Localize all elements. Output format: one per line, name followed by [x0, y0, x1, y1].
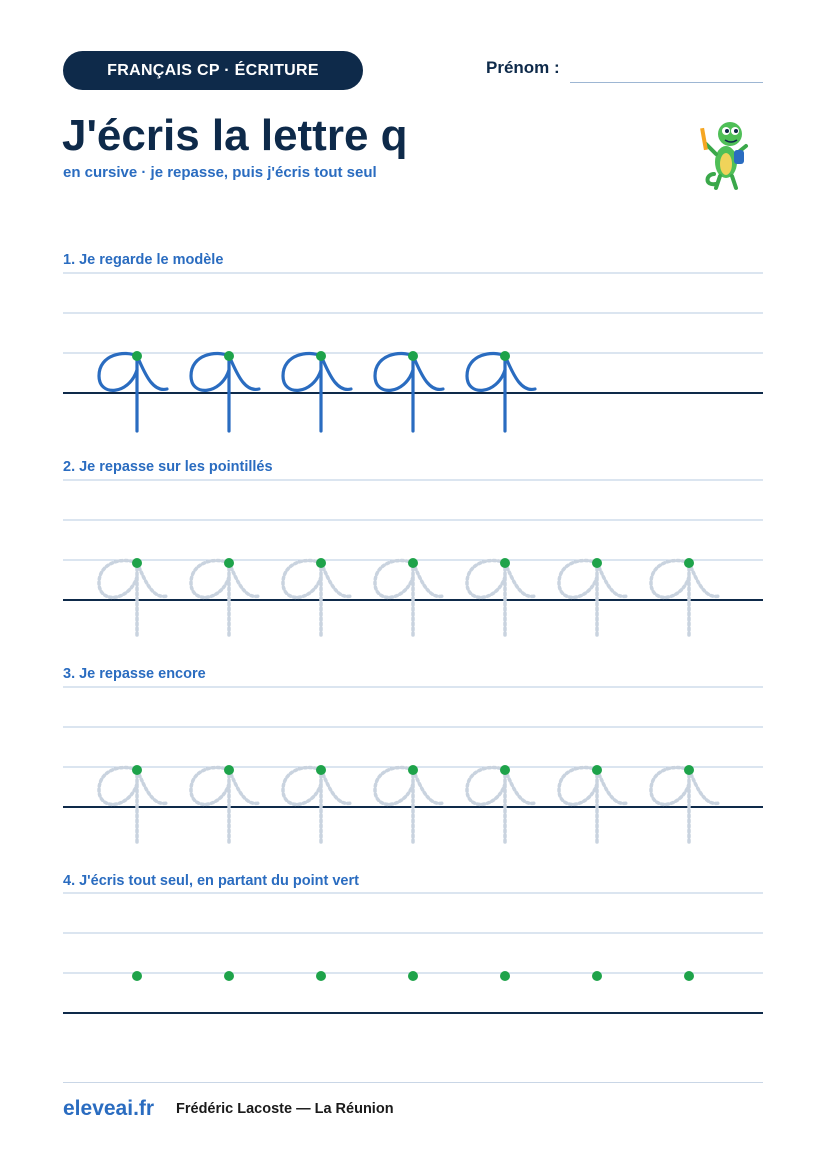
start-dot	[408, 558, 418, 568]
start-dot	[500, 558, 510, 568]
page-title: J'écris la lettre q	[62, 111, 408, 160]
start-dot	[684, 971, 694, 981]
start-dot	[224, 558, 234, 568]
section-2-title: 2. Je repasse sur les pointillés	[63, 459, 273, 475]
start-dot	[224, 765, 234, 775]
footer-site: eleveai.fr	[63, 1097, 155, 1120]
start-dot	[408, 765, 418, 775]
subject-badge: FRANÇAIS CP · ÉCRITURE	[63, 51, 363, 90]
start-dot	[132, 971, 142, 981]
start-dot	[224, 971, 234, 981]
start-dot	[132, 558, 142, 568]
start-dot	[500, 765, 510, 775]
footer-divider	[63, 1082, 763, 1083]
start-dot	[592, 765, 602, 775]
page-subtitle: en cursive · je repasse, puis j'écris tout seul	[63, 164, 377, 181]
start-dot	[316, 765, 326, 775]
start-dot	[316, 558, 326, 568]
start-dot	[132, 765, 142, 775]
start-dot	[592, 558, 602, 568]
start-dot	[592, 971, 602, 981]
section-1-title: 1. Je regarde le modèle	[63, 252, 224, 268]
start-dot	[500, 971, 510, 981]
start-dot	[408, 971, 418, 981]
start-dot	[408, 351, 418, 361]
start-dot	[132, 351, 142, 361]
start-dot	[316, 351, 326, 361]
start-dot	[684, 765, 694, 775]
start-dot	[224, 351, 234, 361]
prenom-label: Prénom :	[486, 58, 560, 77]
start-dot	[316, 971, 326, 981]
footer-author: Frédéric Lacoste — La Réunion	[176, 1101, 394, 1117]
section-4-title: 4. J'écris tout seul, en partant du point vert	[63, 873, 359, 889]
section-3-title: 3. Je repasse encore	[63, 666, 206, 682]
start-dot	[684, 558, 694, 568]
start-dot	[500, 351, 510, 361]
